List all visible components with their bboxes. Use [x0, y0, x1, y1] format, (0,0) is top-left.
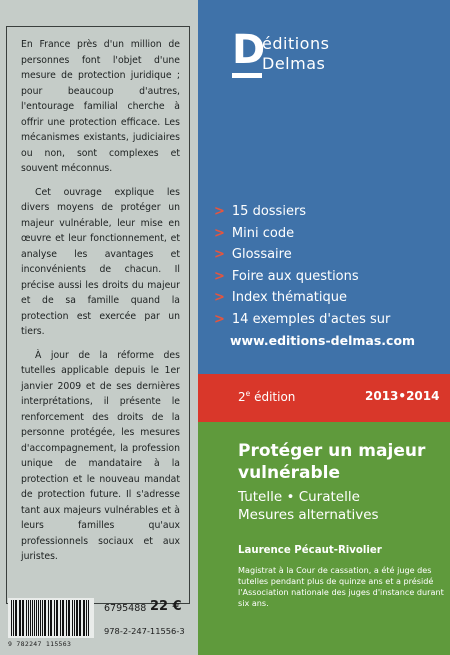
description-panel — [0, 0, 198, 655]
feature-label: Index thématique — [231, 290, 347, 305]
website-url: www.editions-delmas.com — [230, 333, 416, 348]
feature-label: Foire aux questions — [231, 268, 359, 284]
barcode-bar — [26, 600, 27, 636]
barcode-bar — [88, 600, 89, 636]
barcode-digits: 9 782247 115563 — [8, 640, 72, 648]
edition-suffix: e — [245, 389, 251, 398]
book-subtitle — [238, 488, 448, 524]
arrow-icon: > — [214, 225, 225, 241]
barcode-bar — [34, 600, 35, 636]
barcode-bar — [68, 600, 70, 636]
arrow-icon: > — [214, 311, 225, 327]
edition-number: 2 — [238, 390, 246, 404]
barcode-bar — [86, 600, 87, 636]
description-box — [6, 26, 190, 604]
barcode-bar — [50, 600, 52, 636]
description-paragraph-1: En France près d'un million de personnes font l'objet d'une mesure de protection juridique ; pour beaucoup d'autres, l'entourage familial cherche à offrir une protection efficace. Les mécanismes existants, judiciaires ou non, sont complexes et souvent méconnus. — [21, 39, 180, 174]
subtitle-line-2: Mesures alternatives — [238, 507, 379, 523]
barcode-bar — [54, 600, 55, 636]
barcode — [8, 598, 94, 638]
feature-item — [214, 226, 444, 248]
arrow-icon: > — [214, 247, 225, 262]
edition-years: 2013•2014 — [365, 389, 440, 403]
arrow-icon: > — [214, 268, 225, 284]
barcode-bar — [48, 600, 49, 636]
author-bio: Magistrat à la Cour de cassation, a été juge des tutelles pendant plus de quinze ans et a présidé l'Association nationale des juges d'instance durant six ans. — [238, 565, 444, 608]
feature-label: 14 exemples d'actes sur — [231, 311, 391, 327]
barcode-bar — [72, 600, 73, 636]
feature-label: 15 dossiers — [231, 204, 307, 219]
barcode-bar — [28, 600, 29, 636]
barcode-bar — [62, 600, 64, 636]
publisher-logo-bar — [232, 73, 262, 78]
barcode-bar — [11, 600, 12, 636]
retail-code: 6795488 — [104, 603, 147, 614]
barcode-bar — [76, 600, 78, 636]
barcode-bar — [13, 600, 14, 636]
barcode-bar — [60, 600, 61, 636]
feature-item — [214, 312, 444, 334]
author-name: Laurence Pécaut-Rivolier — [238, 545, 382, 556]
edition-word: édition — [254, 390, 296, 404]
description-paragraph-2: Cet ouvrage explique les divers moyens de protéger un majeur vulnérable, leur mise en œuvre et leur fonctionnement, et analyse les avantages et inconvénients de chacun. Il précise aussi les droits du majeur et de sa famille quand la protection est exercée par un tiers. — [21, 186, 180, 337]
barcode-bar — [36, 600, 37, 636]
barcode-bar — [44, 600, 46, 636]
feature-label: Mini code — [231, 225, 295, 241]
barcode-bar — [56, 600, 58, 636]
price: 22 € — [150, 599, 182, 614]
arrow-icon: > — [214, 204, 225, 219]
book-title: Protéger un majeur vulnérable — [238, 441, 426, 483]
barcode-bar — [38, 600, 39, 636]
feature-item — [214, 269, 444, 291]
barcode-bars — [8, 598, 94, 638]
barcode-bar — [22, 600, 24, 636]
edition-label — [238, 389, 295, 404]
feature-item — [214, 290, 444, 312]
barcode-bar — [66, 600, 67, 636]
arrow-icon: > — [214, 290, 225, 305]
subtitle-line-1: Tutelle • Curatelle — [238, 489, 360, 505]
barcode-bar — [42, 600, 43, 636]
feature-list — [214, 204, 444, 333]
barcode-bar — [32, 600, 33, 636]
barcode-bar — [83, 600, 85, 636]
barcode-bar — [19, 600, 21, 636]
publisher-name-line2: Delmas — [262, 54, 326, 73]
barcode-bar — [30, 600, 31, 636]
feature-label: Glossaire — [231, 247, 292, 262]
publisher-name-line1: éditions — [262, 34, 330, 53]
description-paragraph-3: À jour de la réforme des tutelles applicable depuis le 1er janvier 2009 et de ses dernières interprétations, il présente le renforcement des droits de la personne protégée, les mesures d'accompagnement, la profession unique de mandataire à la protection et le nouveau mandat de protection future. Il s'adresse tant aux majeurs vulnérables et à leurs familles qu'aux professionnels sociaux et aux juristes. — [21, 349, 180, 562]
feature-item — [214, 204, 444, 226]
barcode-bar — [74, 600, 75, 636]
feature-item — [214, 247, 444, 269]
barcode-bar — [40, 600, 41, 636]
barcode-bar — [15, 600, 17, 636]
publisher-logo-letter: D — [232, 27, 266, 73]
barcode-bar — [79, 600, 81, 636]
isbn: 978-2-247-11556-3 — [104, 626, 185, 636]
